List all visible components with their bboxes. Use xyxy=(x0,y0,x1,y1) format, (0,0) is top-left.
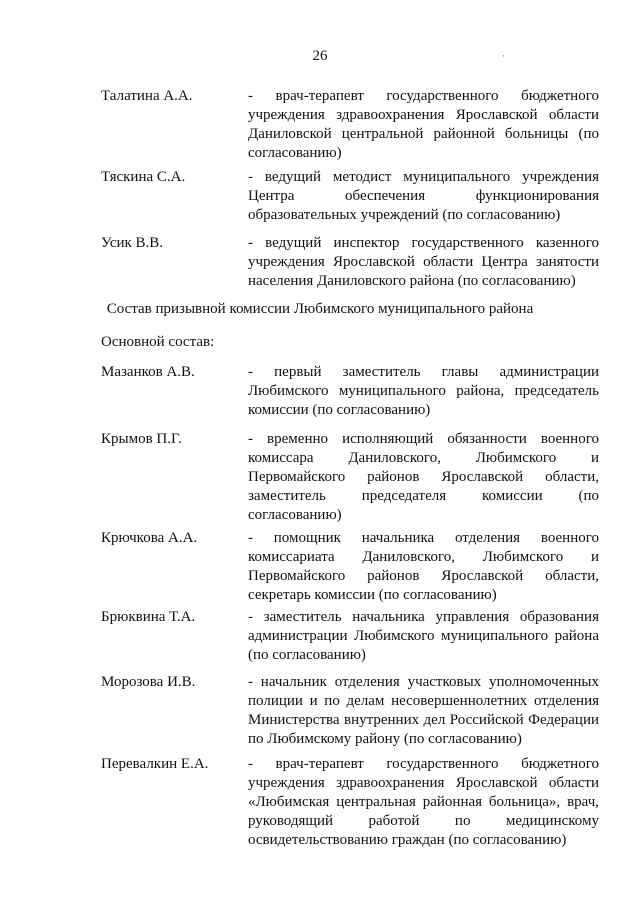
member-name: Тяскина С.А. xyxy=(101,169,186,185)
member-role: - ведущий инспектор государственного казенного учреждения Ярославской области Центра занятости населения Даниловского района (по согласованию) xyxy=(248,235,599,289)
member-name: Брюквина Т.А. xyxy=(101,609,196,625)
page-number: 26 xyxy=(312,48,328,64)
member-name: Усик В.В. xyxy=(101,235,164,251)
member-role: - первый заместитель главы администрации Любимского муниципального района, председатель комиссии (по согласованию) xyxy=(248,364,599,418)
member-role: - временно исполняющий обязанности военного комиссара Даниловского, Любимского и Первомайского районов Ярославской области, заместитель председателя комиссии (по согласованию) xyxy=(248,431,599,523)
member-role: - заместитель начальника управления образования администрации Любимского муниципального района (по согласованию) xyxy=(248,609,599,663)
member-name: Талатина А.А. xyxy=(101,88,193,104)
member-name: Крымов П.Г. xyxy=(101,431,182,447)
member-name: Морозова И.В. xyxy=(101,674,196,690)
member-name: Мазанков А.В. xyxy=(101,364,195,380)
member-role: - помощник начальника отделения военного комиссариата Даниловского, Любимского и Первомайского районов Ярославской области, секретарь комиссии (по согласованию) xyxy=(248,530,599,603)
member-role: - врач-терапевт государственного бюджетного учреждения здравоохранения Ярославской области «Любимская центральная районная больница», врач, руководящий работой по медицинскому освидетельствованию граждан (по согласованию) xyxy=(248,756,599,848)
member-role: - ведущий методист муниципального учреждения Центра обеспечения функционирования образовательных учреждений (по согласованию) xyxy=(248,169,599,223)
main-staff-label: Основной состав: xyxy=(101,334,215,350)
member-role: - начальник отделения участковых уполномоченных полиции и по делам несовершеннолетних отделения Министерства внутренних дел Российской Федерации по Любимскому району (по согласованию) xyxy=(248,674,599,747)
scan-mark: · xyxy=(502,51,505,61)
member-name: Крючкова А.А. xyxy=(101,530,198,546)
member-role: - врач-терапевт государственного бюджетного учреждения здравоохранения Ярославской области Даниловской центральной районной больницы (по согласованию) xyxy=(248,88,599,161)
section-title: Состав призывной комиссии Любимского муниципального района xyxy=(106,301,534,317)
member-name: Перевалкин Е.А. xyxy=(101,756,209,772)
